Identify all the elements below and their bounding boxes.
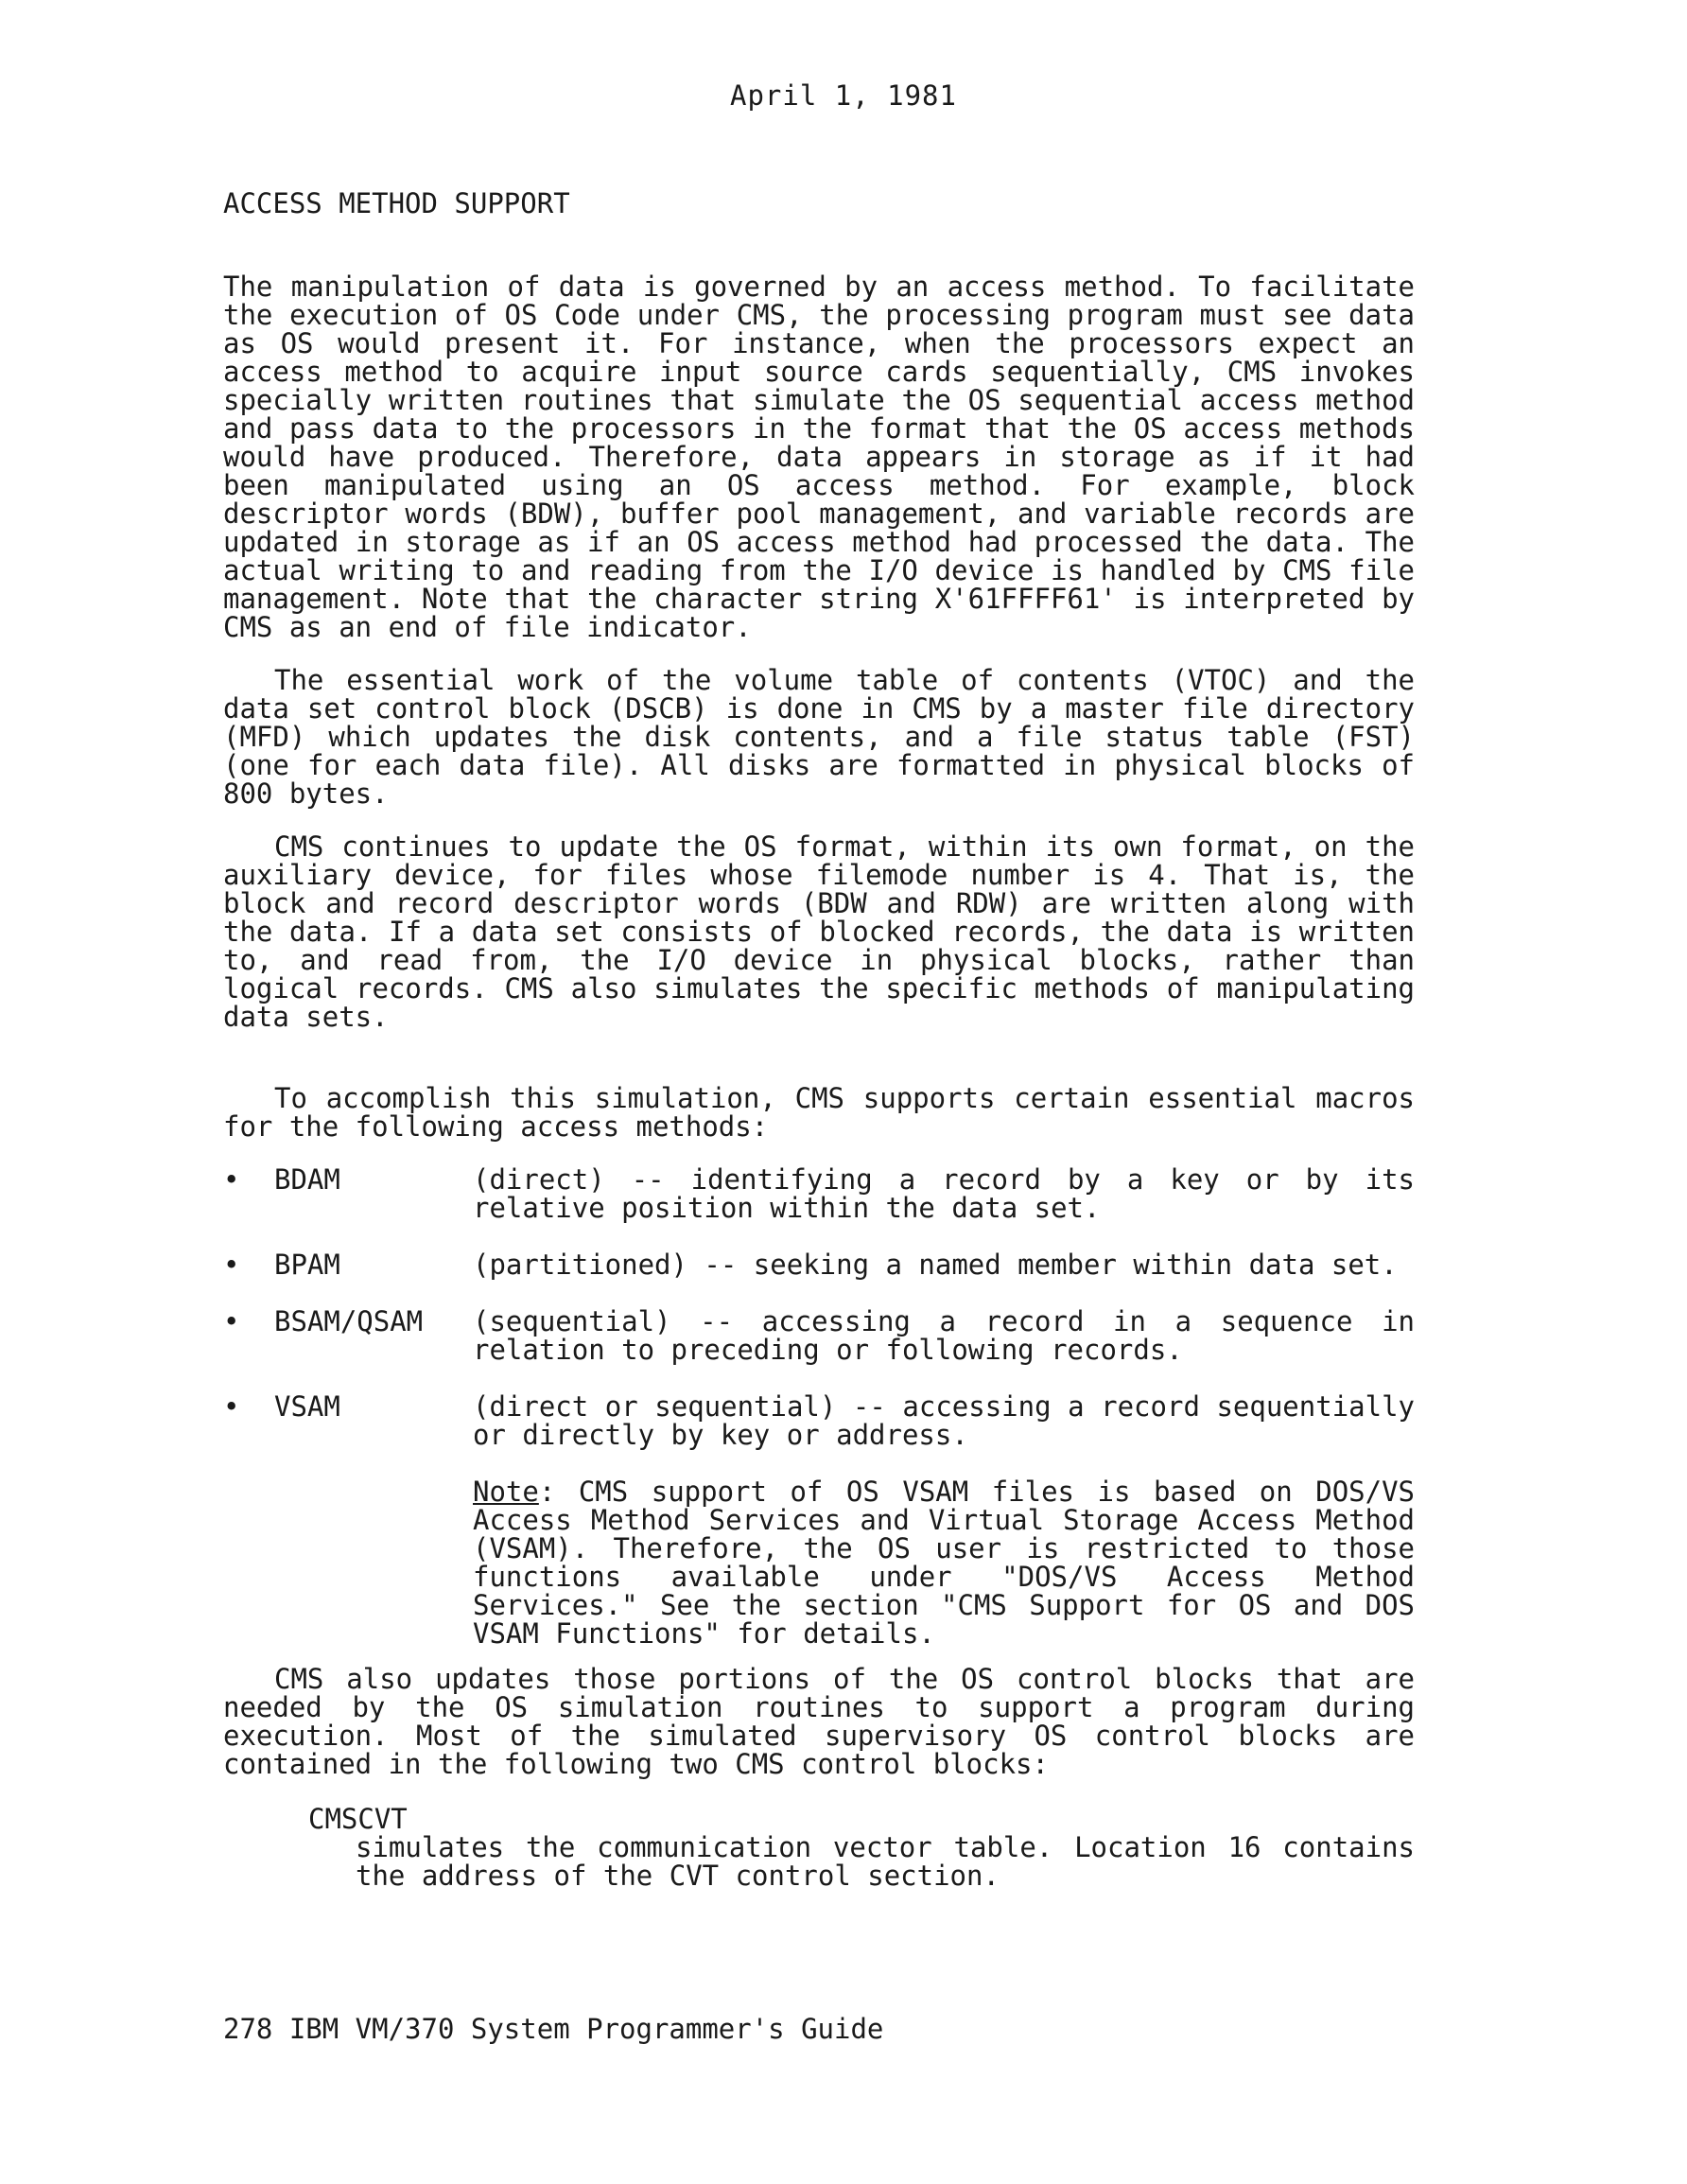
list-item-desc: (direct or sequential) -- accessing a record sequentially or directly by key or address. xyxy=(473,1390,1415,1451)
section-title: ACCESS METHOD SUPPORT xyxy=(223,187,570,219)
paragraph-os-format xyxy=(223,832,1415,1031)
paragraph-access-method xyxy=(223,272,1415,641)
paragraph-simulation xyxy=(223,1084,1415,1141)
paragraph-control-blocks xyxy=(223,1665,1415,1778)
bullet-icon: • xyxy=(223,1249,240,1281)
bullet-icon: • xyxy=(223,1390,240,1423)
note-text: : CMS support of OS VSAM files is based on DOS/VS Access Method Services and Virtual Storage Access Method (VSAM). Therefore, the OS user is restricted to those functions available under "DOS/VS Access Method Services." See the section "CMS Support for OS and DOS VSAM Functions" for details. xyxy=(473,1476,1415,1650)
list-item xyxy=(223,1165,1415,1222)
bullet-icon: • xyxy=(223,1163,240,1196)
access-method-list xyxy=(223,1165,1415,1648)
note-label: Note xyxy=(473,1476,539,1508)
paragraph-text: The manipulation of data is governed by an access method. To facilitate the execution of OS Code under CMS, the processing program must see data as OS would present it. For instance, when the processors expect an access method to acquire input source cards sequentially, CMS invokes specially written routines that simulate the OS sequential access method and pass data to the processors in the format that the OS access methods would have produced. Therefore, data appears in storage as if it had been manipulated using an OS access method. For example, block descriptor words (BDW), buffer pool management, and variable records are updated in storage as if an OS access method had processed the data. The actual writing to and reading from the I/O device is handled by CMS file management. Note that the character string X'61FFFF61' is interpreted by CMS as an end of file indicator. xyxy=(223,271,1415,643)
list-item-term: BDAM xyxy=(274,1163,340,1196)
list-item-desc: (sequential) -- accessing a record in a sequence in relation to preceding or following records. xyxy=(473,1305,1415,1366)
bullet-icon: • xyxy=(223,1305,240,1337)
list-item-desc: (direct) -- identifying a record by a key or by its relative position within the data set. xyxy=(473,1163,1415,1224)
cmscvt-definition xyxy=(308,1805,1415,1890)
list-item xyxy=(223,1250,1415,1279)
cmscvt-description: simulates the communication vector table. Location 16 contains the address of the CVT control section. xyxy=(356,1831,1415,1892)
paragraph-text: CMS continues to update the OS format, within its own format, on the auxiliary device, for files whose filemode number is 4. That is, the block and record descriptor words (BDW and RDW) are written along with the data. If a data set consists of blocked records, the data is written to, and read from, the I/O device in physical blocks, rather than logical records. CMS also simulates the specific methods of manipulating data sets. xyxy=(223,830,1415,1033)
list-item-term: BPAM xyxy=(274,1249,340,1281)
paragraph-text: CMS also updates those portions of the OS control blocks that are needed by the OS simulation routines to support a program during execution. Most of the simulated supervisory OS control blocks are contained in the following two CMS control blocks: xyxy=(223,1663,1415,1780)
list-item xyxy=(223,1307,1415,1364)
vsam-note xyxy=(473,1477,1415,1648)
list-item-desc: (partitioned) -- seeking a named member within data set. xyxy=(473,1249,1398,1281)
cmscvt-term: CMSCVT xyxy=(308,1803,408,1835)
page-footer: 278 IBM VM/370 System Programmer's Guide xyxy=(223,2013,884,2045)
list-item-term: VSAM xyxy=(274,1390,340,1423)
paragraph-text: The essential work of the volume table of contents (VTOC) and the data set control block (DSCB) is done in CMS by a master file directory (MFD) which updates the disk contents, and a file status table (FST) (one for each data file). All disks are formatted in physical blocks of 800 bytes. xyxy=(223,664,1415,810)
page-date: April 1, 1981 xyxy=(730,79,957,112)
list-item-term: BSAM/QSAM xyxy=(274,1305,424,1337)
paragraph-vtoc xyxy=(223,666,1415,808)
list-item xyxy=(223,1392,1415,1449)
paragraph-text: To accomplish this simulation, CMS supports certain essential macros for the following access methods: xyxy=(223,1082,1415,1143)
